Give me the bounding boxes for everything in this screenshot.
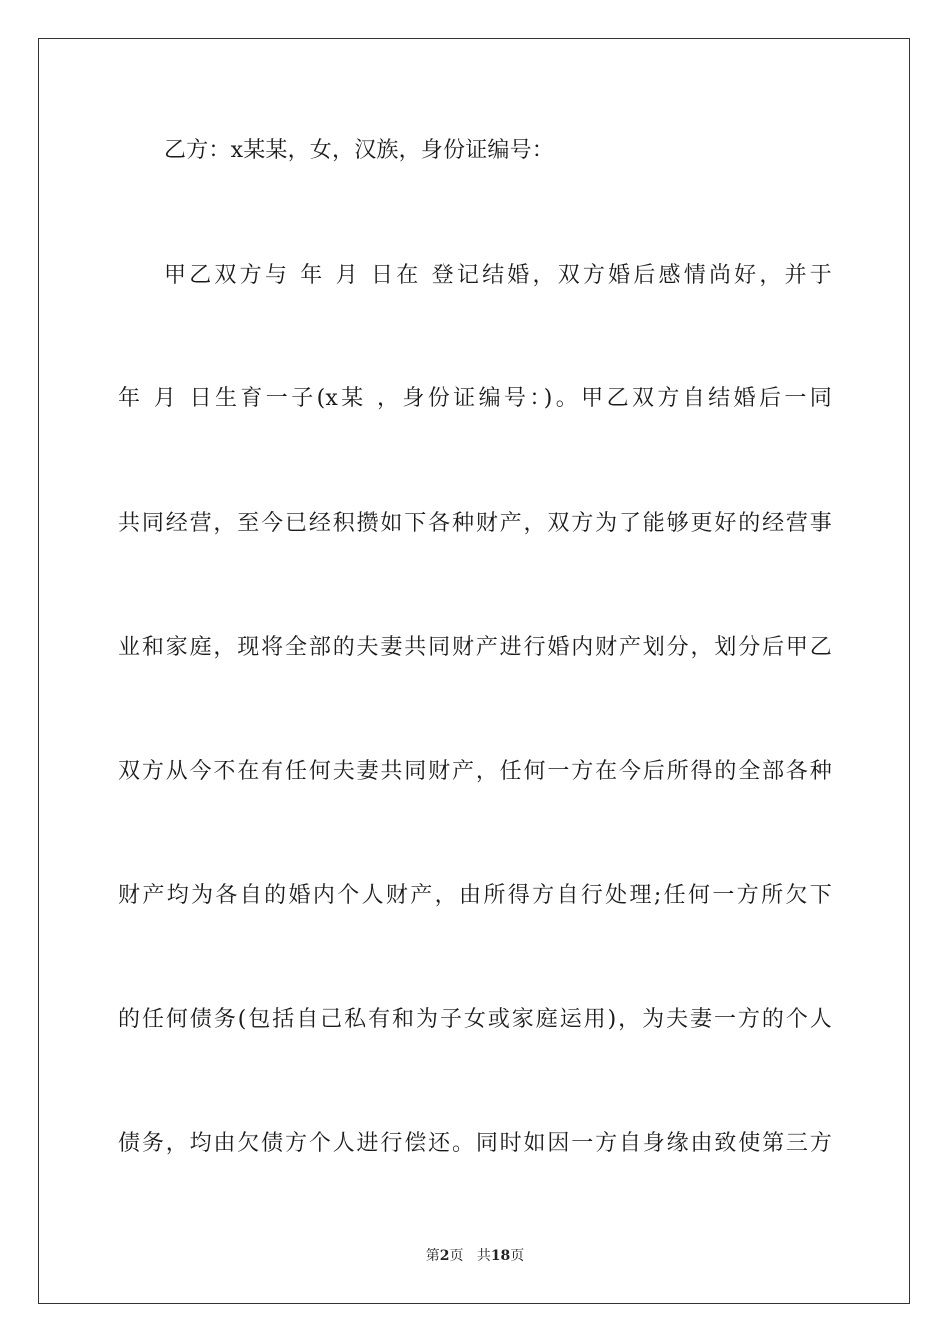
total-pages: 18 [490,1248,511,1264]
page-footer [0,1246,950,1266]
text-line-6: 双方从今不在有任何夫妻共同财产，任何一方在今后所得的全部各种 [118,759,832,784]
text-line-3: 年 月 日生育一子(x某 ，身份证编号：)。甲乙双方自结婚后一同 [118,386,832,411]
text-line-9: 债务，均由欠债方个人进行偿还。同时如因一方自身缘由致使第三方 [118,1131,832,1156]
text-line-5: 业和家庭，现将全部的夫妻共同财产进行婚内财产划分，划分后甲乙 [118,635,832,660]
text-line-1: 乙方：x某某，女，汉族，身份证编号： [164,138,555,163]
total-prefix: 共 [476,1248,491,1264]
text-line-2: 甲乙双方与 年 月 日在 登记结婚，双方婚后感情尚好，并于 [164,263,832,288]
page-prefix: 第 [425,1248,440,1264]
page-suffix: 页 [449,1248,464,1264]
text-line-7: 财产均为各自的婚内个人财产，由所得方自行处理;任何一方所欠下 [118,883,832,908]
page-border [38,38,910,1304]
text-line-4: 共同经营，至今已经积攒如下各种财产，双方为了能够更好的经营事 [118,511,832,536]
text-line-8: 的任何债务(包括自己私有和为子女或家庭运用)，为夫妻一方的个人 [118,1007,832,1032]
total-suffix: 页 [510,1248,525,1264]
page-number: 2 [439,1248,450,1264]
